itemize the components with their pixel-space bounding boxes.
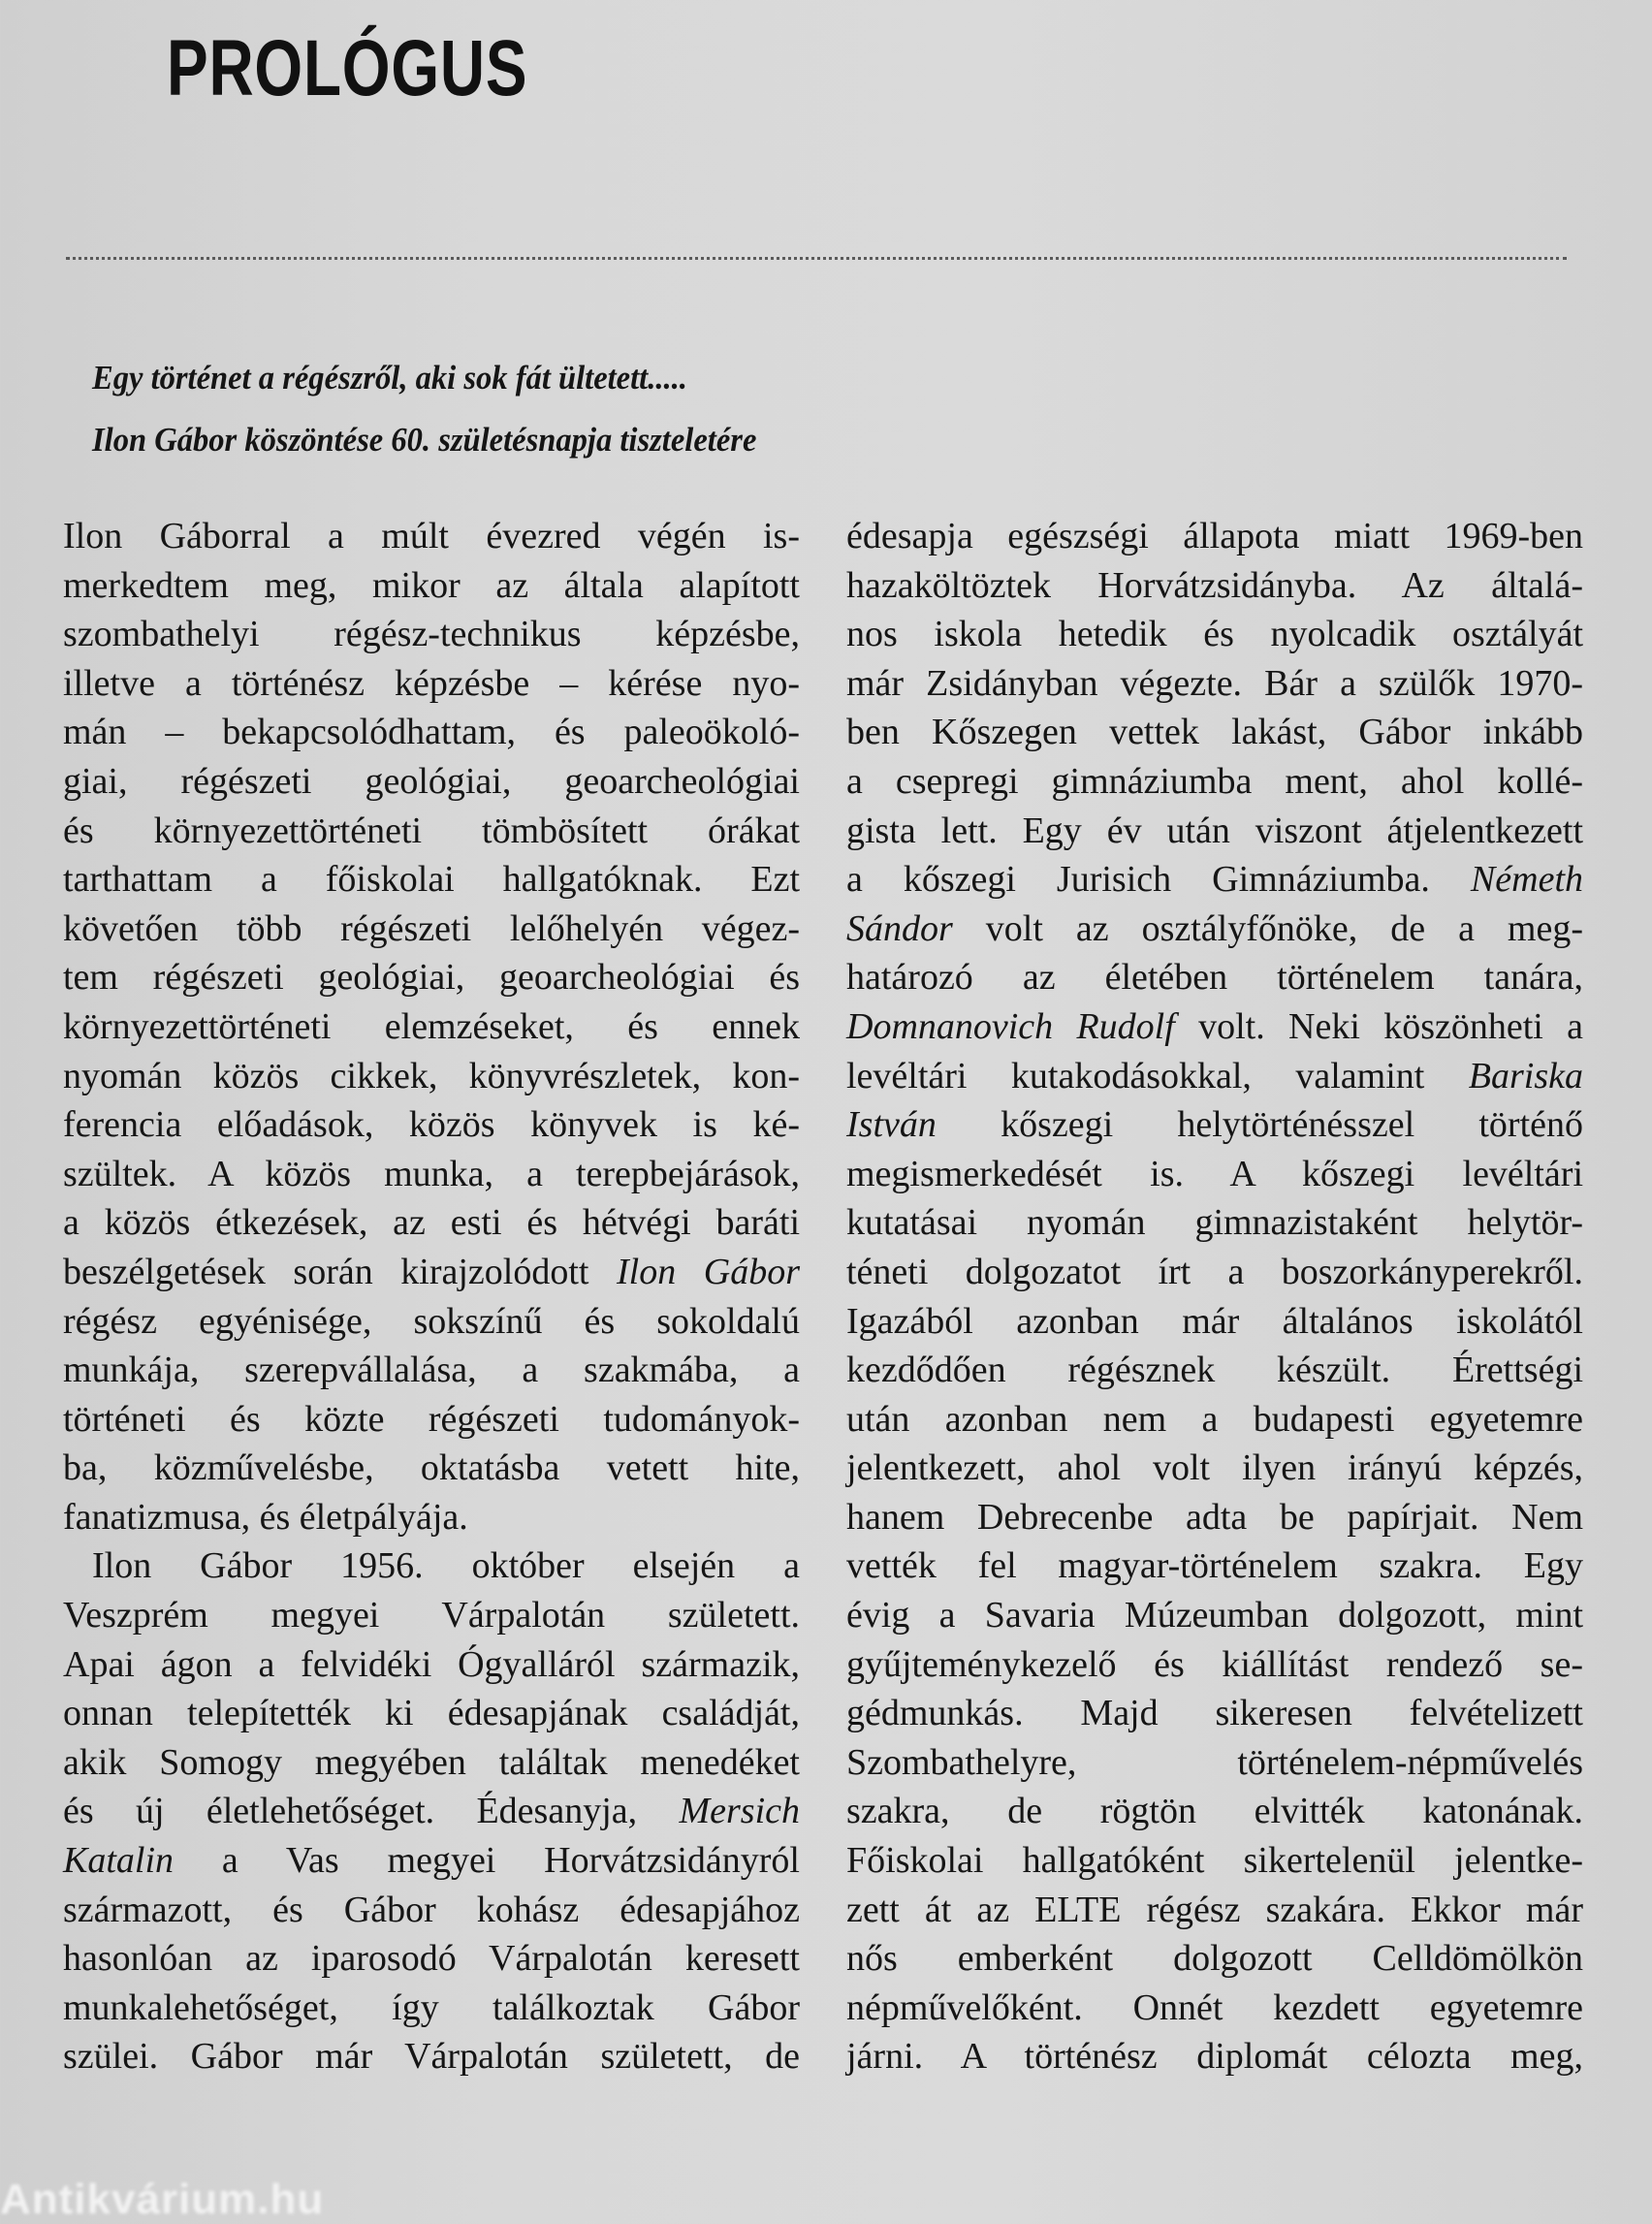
chapter-heading: PROLÓGUS — [167, 24, 528, 112]
dotted-divider — [66, 257, 1567, 260]
text-line — [846, 807, 1583, 856]
text-run: gista lett. Egy év után viszont átjelentkezett — [846, 810, 1583, 851]
text-line — [63, 1150, 800, 1199]
chapter-subtitle — [92, 347, 756, 471]
text-line — [63, 659, 800, 709]
text-line — [846, 1444, 1583, 1493]
text-run: a Vas megyei Horvátzsidányról — [174, 1840, 800, 1882]
text-line — [846, 1346, 1583, 1395]
text-run: tem régészeti geológiai, geoarcheológiai és — [63, 957, 800, 999]
text-line — [63, 1787, 800, 1836]
text-line — [63, 953, 800, 1002]
text-run: jelentkezett, ahol volt ilyen irányú képzés, — [846, 1447, 1583, 1489]
text-run: volt az osztályfőnöke, de a meg- — [952, 907, 1583, 949]
text-line — [63, 1738, 800, 1788]
text-run: munkája, szerepvállalása, a szakmába, a — [63, 1350, 800, 1391]
text-run: volt. Neki köszönheti a — [1174, 1005, 1583, 1047]
text-run: Ilon Gábor 1956. október elsején a — [92, 1545, 800, 1587]
text-run: határozó az életében történelem tanára, — [846, 957, 1583, 999]
text-line — [846, 1297, 1583, 1347]
italic-name: Németh — [1470, 859, 1583, 901]
text-line — [63, 1346, 800, 1395]
text-run: merkedtem meg, mikor az általa alapított — [63, 564, 800, 606]
text-run: évig a Savaria Múzeumban dolgozott, mint — [846, 1595, 1583, 1636]
text-line — [846, 2032, 1583, 2081]
text-run: a kőszegi Jurisich Gimnáziumba. — [846, 859, 1471, 901]
text-run: nős emberként dolgozott Celldömölkön — [846, 1938, 1583, 1980]
text-run: járni. A történész diplomát célozta meg, — [846, 2036, 1583, 2078]
subtitle-line-1: Egy történet a régészről, aki sok fát ültetett..... — [92, 359, 687, 397]
left-text-column — [63, 512, 800, 2081]
text-run: követően több régészeti lelőhelyén végez- — [63, 907, 800, 949]
text-run: régész egyénisége, sokszínű és sokoldalú — [63, 1300, 800, 1342]
text-run: és új életlehetőséget. Édesanyja, — [63, 1791, 680, 1832]
text-line — [846, 512, 1583, 561]
text-run: megismerkedését is. A kőszegi levéltári — [846, 1153, 1583, 1194]
text-run: akik Somogy megyében találtak menedéket — [63, 1741, 800, 1783]
italic-name: Domnanovich Rudolf — [846, 1005, 1175, 1047]
text-line — [63, 1541, 800, 1591]
italic-name: Bariska — [1468, 1055, 1583, 1096]
text-line — [63, 1444, 800, 1493]
text-line — [63, 610, 800, 659]
text-run: fanatizmusa, és életpályája. — [63, 1496, 468, 1538]
text-run: beszélgetések során kirajzolódott — [63, 1251, 618, 1292]
text-run: hasonlóan az iparosodó Várpalotán keresett — [63, 1938, 800, 1980]
text-line — [63, 1934, 800, 1984]
text-line — [63, 1689, 800, 1738]
italic-name: Mersich — [679, 1791, 800, 1832]
italic-name: Sándor — [846, 907, 953, 949]
text-run: ben Kőszegen vettek lakást, Gábor inkább — [846, 712, 1583, 753]
text-run: ferencia előadások, közös könyvek is ké- — [63, 1104, 800, 1146]
text-run: már Zsidányban végezte. Bár a szülők 1970- — [846, 662, 1583, 704]
text-line — [846, 1198, 1583, 1248]
text-run: származott, és Gábor kohász édesapjához — [63, 1889, 800, 1930]
text-line — [63, 855, 800, 905]
text-line — [63, 807, 800, 856]
text-run: Főiskolai hallgatóként sikertelenül jelentke- — [846, 1840, 1583, 1882]
text-run: levéltári kutakodásokkal, valamint — [846, 1055, 1469, 1096]
text-line — [846, 953, 1583, 1002]
text-line — [846, 1640, 1583, 1690]
text-run: vették fel magyar-történelem szakra. Egy — [846, 1545, 1583, 1587]
text-line — [63, 1493, 800, 1542]
text-run: zett át az ELTE régész szakára. Ekkor már — [846, 1889, 1583, 1930]
text-line — [846, 1052, 1583, 1101]
subtitle-line-2: Ilon Gábor köszöntése 60. születésnapja tiszteletére — [92, 421, 757, 459]
text-line — [846, 1934, 1583, 1984]
text-run: szombathelyi régész-technikus képzésbe, — [63, 614, 800, 655]
text-line — [846, 561, 1583, 611]
text-line — [63, 757, 800, 807]
text-line — [846, 905, 1583, 954]
text-line — [63, 512, 800, 561]
text-run: történeti és közte régészeti tudományok- — [63, 1398, 800, 1440]
text-line — [846, 1689, 1583, 1738]
text-line — [846, 757, 1583, 807]
text-line — [846, 1395, 1583, 1445]
text-run: Veszprém megyei Várpalotán született. — [63, 1595, 800, 1636]
text-run: hazaköltöztek Horvátzsidányba. Az általá- — [846, 564, 1583, 606]
text-line — [846, 1836, 1583, 1886]
text-line — [846, 708, 1583, 757]
text-line — [846, 1150, 1583, 1199]
text-run: nyomán közös cikkek, könyvrészletek, kon- — [63, 1055, 800, 1096]
text-run: Ilon Gáborral a múlt évezred végén is- — [63, 516, 800, 556]
text-line — [63, 1395, 800, 1445]
text-run: nos iskola hetedik és nyolcadik osztályát — [846, 614, 1583, 655]
text-line — [63, 1836, 800, 1886]
text-run: Igazából azonban már általános iskolától — [846, 1300, 1583, 1342]
text-line — [846, 1886, 1583, 1935]
text-line — [63, 905, 800, 954]
text-line — [846, 1591, 1583, 1640]
text-line — [846, 1100, 1583, 1150]
text-line — [63, 1100, 800, 1150]
text-line — [846, 1738, 1583, 1788]
text-run: kutatásai nyomán gimnazistaként helytör- — [846, 1202, 1583, 1244]
text-run: hanem Debrecenbe adta be papírjait. Nem — [846, 1496, 1583, 1538]
text-line — [63, 708, 800, 757]
text-line — [846, 855, 1583, 905]
text-line — [63, 1297, 800, 1347]
text-line — [63, 2032, 800, 2081]
text-run: tarthattam a főiskolai hallgatóknak. Ezt — [63, 859, 800, 901]
text-run: édesapja egészségi állapota miatt 1969-ben — [846, 516, 1583, 556]
text-run: munkalehetőséget, így találkoztak Gábor — [63, 1986, 800, 2028]
text-run: szülei. Gábor már Várpalotán született, de — [63, 2036, 800, 2078]
text-line — [63, 561, 800, 611]
text-line — [63, 1640, 800, 1690]
text-line — [846, 659, 1583, 709]
text-line — [846, 1248, 1583, 1297]
text-line — [846, 1984, 1583, 2033]
text-run: Apai ágon a felvidéki Ógyalláról származik, — [63, 1643, 800, 1685]
text-line — [63, 1591, 800, 1640]
text-run: gyűjteménykezelő és kiállítást rendező se- — [846, 1643, 1583, 1685]
right-text-column — [846, 512, 1583, 2081]
text-run: gédmunkás. Majd sikeresen felvételizett — [846, 1693, 1583, 1734]
text-run: ba, közművelésbe, oktatásba vetett hite, — [63, 1447, 800, 1489]
text-line — [63, 1886, 800, 1935]
text-line — [846, 610, 1583, 659]
text-run: mán – bekapcsolódhattam, és paleoökoló- — [63, 712, 800, 753]
italic-name: Katalin — [63, 1840, 175, 1882]
text-run: szültek. A közös munka, a terepbejárások, — [63, 1153, 800, 1194]
text-run: onnan telepítették ki édesapjának családját, — [63, 1693, 800, 1734]
text-run: és környezettörténeti tömbösített órákat — [63, 810, 800, 851]
text-run: kezdődően régésznek készült. Érettségi — [846, 1350, 1583, 1391]
text-line — [63, 1984, 800, 2033]
text-run: után azonban nem a budapesti egyetemre — [846, 1398, 1583, 1440]
text-run: a közös étkezések, az esti és hétvégi baráti — [63, 1202, 800, 1244]
text-line — [63, 1248, 800, 1297]
watermark: Antikvárium.hu — [0, 2176, 325, 2223]
text-line — [63, 1052, 800, 1101]
text-line — [63, 1002, 800, 1052]
text-run: Szombathelyre, történelem-népművelés — [846, 1741, 1583, 1783]
text-line — [846, 1787, 1583, 1836]
text-line — [846, 1493, 1583, 1542]
italic-name: Ilon Gábor — [617, 1251, 801, 1292]
text-run: giai, régészeti geológiai, geoarcheológiai — [63, 760, 800, 802]
text-line — [63, 1198, 800, 1248]
text-run: kőszegi helytörténésszel történő — [936, 1104, 1583, 1146]
text-line — [846, 1541, 1583, 1591]
text-run: téneti dolgozatot írt a boszorkányperekről. — [846, 1251, 1583, 1292]
text-run: népművelőként. Onnét kezdett egyetemre — [846, 1986, 1583, 2028]
text-line — [846, 1002, 1583, 1052]
italic-name: István — [846, 1104, 937, 1146]
text-run: a csepregi gimnáziumba ment, ahol kollé- — [846, 760, 1583, 802]
text-run: szakra, de rögtön elvitték katonának. — [846, 1791, 1583, 1832]
text-run: környezettörténeti elemzéseket, és ennek — [63, 1005, 800, 1047]
text-run: illetve a történész képzésbe – kérése nyo- — [63, 662, 800, 704]
